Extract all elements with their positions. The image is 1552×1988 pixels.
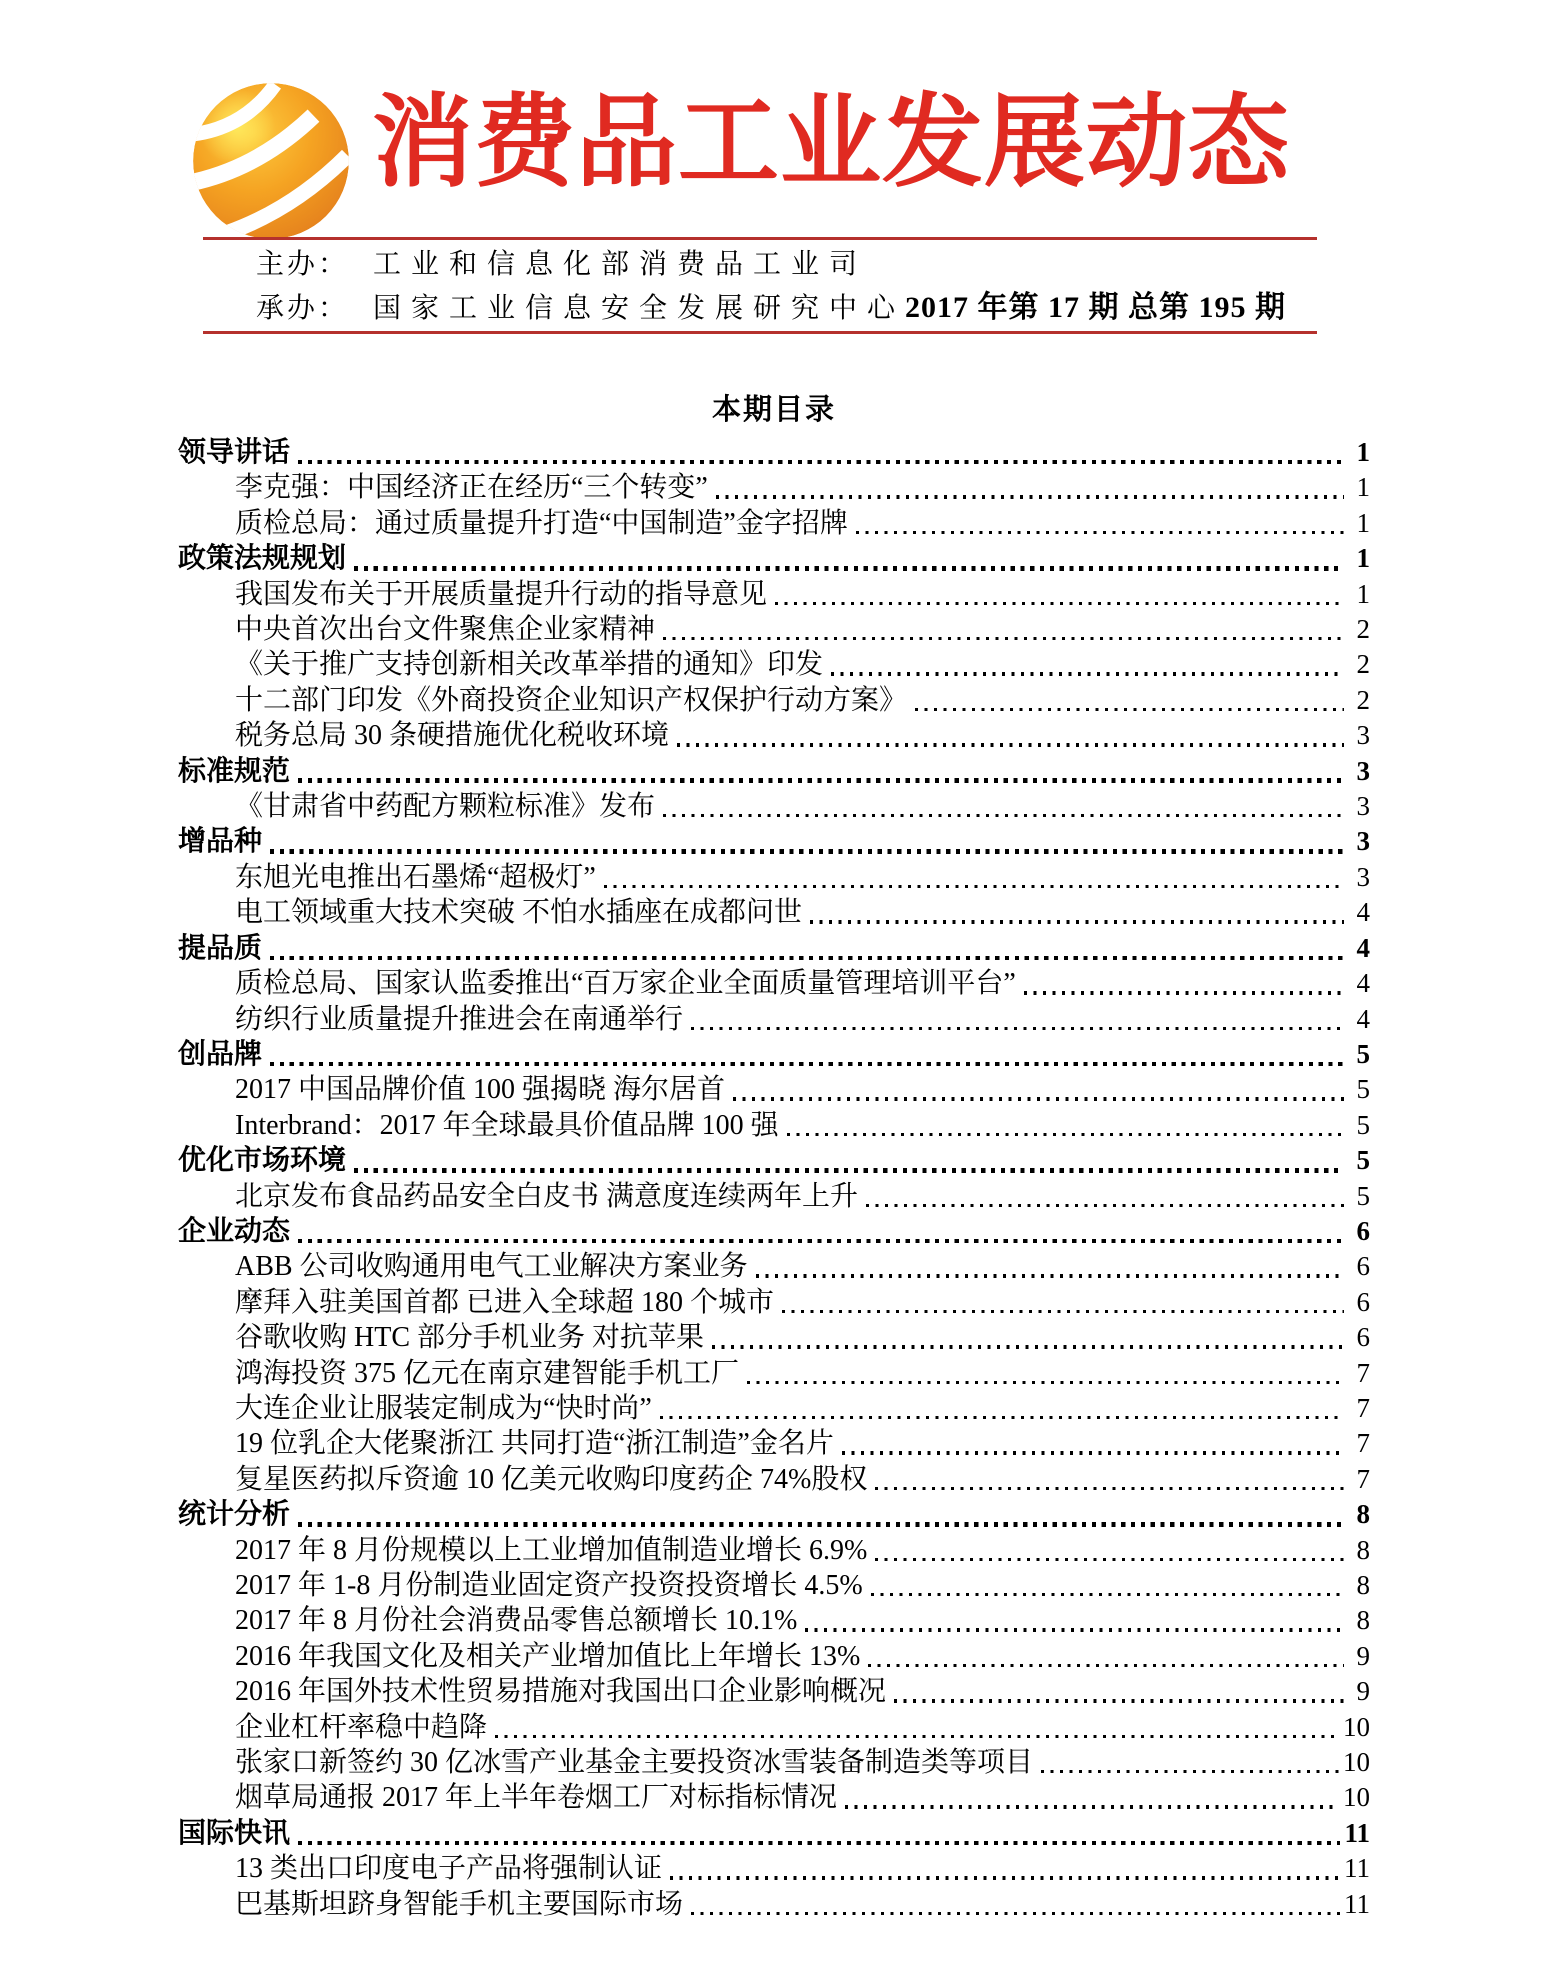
dot-leader [270, 849, 1344, 854]
toc-entry-label: 提品质 [178, 932, 263, 964]
dot-leader [663, 814, 1344, 817]
toc-entry-label: 北京发布食品药品安全白皮书 满意度连续两年上升 [235, 1180, 859, 1212]
toc-entry[interactable] [178, 1745, 1370, 1780]
toc-title: 本期目录 [711, 394, 836, 426]
toc-entry-label: 巴基斯坦跻身智能手机主要国际市场 [235, 1888, 684, 1920]
toc-entry-label: 统计分析 [178, 1499, 291, 1531]
toc-entry[interactable] [178, 1072, 1370, 1107]
toc-entry[interactable] [178, 1497, 1370, 1532]
toc-entry-page: 7 [1356, 1357, 1370, 1388]
dot-leader [775, 602, 1344, 605]
toc-entry[interactable] [178, 1568, 1370, 1603]
organizer-label: 主办： [256, 249, 350, 280]
toc-entry-label: 2017 年 1-8 月份制造业固定资产投资投资增长 4.5% [235, 1570, 863, 1601]
toc-entry[interactable] [178, 789, 1370, 824]
organizer-row [256, 243, 1317, 286]
toc-entry-label: 政策法规规划 [178, 543, 347, 575]
toc-entry-page: 1 [1356, 578, 1370, 609]
toc-entry-page: 1 [1356, 437, 1370, 467]
masthead-top-rule [203, 237, 1317, 240]
toc-entry-page: 7 [1356, 1428, 1370, 1459]
toc-entry-page: 1 [1356, 507, 1370, 538]
toc-entry[interactable] [178, 1037, 1370, 1072]
toc-entry-label: 2016 年国外技术性贸易措施对我国出口企业影响概况 [235, 1676, 887, 1708]
toc-entry[interactable] [178, 718, 1370, 753]
undertaker-name: 国家工业信息安全发展研究中心 [373, 293, 906, 324]
toc-entry[interactable] [178, 1285, 1370, 1320]
toc-entry[interactable] [178, 1887, 1370, 1922]
dot-leader [298, 1239, 1344, 1244]
toc-entry-page: 1 [1356, 472, 1370, 503]
toc-entry-label: 2016 年我国文化及相关产业增加值比上年增长 13% [235, 1640, 861, 1672]
toc-entry[interactable] [178, 895, 1370, 930]
toc-entry-label: 领导讲话 [178, 437, 291, 468]
toc-entry-page: 11 [1344, 1817, 1370, 1848]
toc-entry[interactable] [178, 577, 1370, 612]
toc-entry[interactable] [178, 1391, 1370, 1426]
toc-entry-page: 4 [1356, 932, 1370, 963]
toc-entry[interactable] [178, 470, 1370, 505]
toc-entry-page: 10 [1343, 1747, 1370, 1778]
toc-entry-page: 5 [1356, 1074, 1370, 1105]
toc-entry[interactable] [178, 647, 1370, 682]
toc-entry[interactable] [178, 1674, 1370, 1709]
dot-leader [298, 1522, 1344, 1527]
toc-entry[interactable] [178, 1002, 1370, 1037]
dot-leader [782, 1310, 1344, 1313]
toc-entry-page: 11 [1344, 1853, 1370, 1884]
toc-entry-page: 6 [1356, 1322, 1370, 1353]
toc-entry-label: 复星医药拟斥资逾 10 亿美元收购印度药企 74%股权 [235, 1463, 868, 1495]
dot-leader [354, 1168, 1344, 1173]
dot-leader [894, 1699, 1344, 1702]
dot-leader [875, 1487, 1344, 1490]
dot-leader [298, 778, 1344, 783]
toc-entry-label: Interbrand：2017 年全球最具价值品牌 100 强 [235, 1109, 779, 1141]
table-of-contents [178, 391, 1370, 1922]
toc-entry[interactable] [178, 683, 1370, 718]
toc-entry-page: 8 [1356, 1570, 1370, 1600]
toc-entry-label: ABB 公司收购通用电气工业解决方案业务 [235, 1251, 748, 1283]
toc-entry-label: 增品种 [178, 826, 263, 858]
masthead-bottom-rule [203, 331, 1317, 334]
toc-entry-page: 6 [1356, 1215, 1370, 1246]
toc-entry-label: 纺织行业质量提升推进会在南通举行 [235, 1003, 684, 1035]
dot-leader [871, 1593, 1344, 1596]
toc-entry[interactable] [178, 754, 1370, 789]
toc-entry-label: 税务总局 30 条硬措施优化税收环境 [235, 720, 670, 752]
toc-entry[interactable] [178, 1639, 1370, 1674]
toc-list [178, 435, 1370, 1922]
toc-entry-label: 烟草局通报 2017 年上半年卷烟工厂对标指标情况 [235, 1782, 838, 1814]
toc-entry[interactable] [178, 966, 1370, 1001]
toc-entry[interactable] [178, 1249, 1370, 1284]
toc-entry[interactable] [178, 1320, 1370, 1355]
toc-entry[interactable] [178, 1143, 1370, 1178]
toc-entry[interactable] [178, 1426, 1370, 1461]
issue-number: 2017 年第 17 期 总第 195 期 [905, 291, 1287, 324]
dot-leader [1041, 1770, 1339, 1773]
dot-leader [805, 1628, 1344, 1631]
dot-leader [663, 637, 1344, 640]
toc-entry-page: 2 [1356, 684, 1370, 715]
toc-entry-page: 8 [1356, 1499, 1370, 1530]
toc-entry-label: 《关于推广支持创新相关改革举措的通知》印发 [235, 649, 824, 681]
toc-entry-label: 谷歌收购 HTC 部分手机业务 对抗苹果 [235, 1322, 705, 1354]
toc-entry-label: 2017 中国品牌价值 100 强揭晓 海尔居首 [235, 1074, 726, 1106]
dot-leader [842, 1451, 1344, 1454]
toc-entry[interactable] [178, 1533, 1370, 1568]
newsletter-title: 消费品工业发展动态 [372, 87, 1291, 199]
dot-leader [298, 460, 1344, 465]
toc-entry-page: 2 [1356, 614, 1370, 645]
toc-entry-page: 3 [1356, 861, 1370, 892]
toc-entry-page: 6 [1356, 1286, 1370, 1317]
toc-entry-page: 5 [1356, 1180, 1370, 1211]
toc-entry-page: 9 [1356, 1640, 1370, 1671]
toc-entry[interactable] [178, 541, 1370, 576]
toc-entry-label: 标准规范 [178, 755, 291, 787]
toc-entry-page: 7 [1356, 1463, 1370, 1494]
toc-entry-page: 6 [1356, 1251, 1370, 1282]
dot-leader [691, 1912, 1340, 1915]
toc-entry-label: 2017 年 8 月份社会消费品零售总额增长 10.1% [235, 1605, 798, 1637]
toc-entry-label: 企业杠杆率稳中趋降 [235, 1711, 488, 1743]
toc-entry-label: 李克强：中国经济正在经历“三个转变” [235, 472, 708, 504]
dot-leader [831, 672, 1344, 675]
dot-leader [866, 1204, 1344, 1207]
dot-leader [875, 1558, 1344, 1561]
toc-entry-page: 4 [1356, 968, 1370, 999]
toc-entry-label: 19 位乳企大佬聚浙江 共同打造“浙江制造”金名片 [235, 1428, 834, 1460]
toc-entry[interactable] [178, 1462, 1370, 1497]
toc-entry[interactable] [178, 1108, 1370, 1143]
dot-leader [845, 1805, 1339, 1808]
toc-entry-label: 创品牌 [178, 1038, 263, 1070]
toc-entry[interactable] [178, 612, 1370, 647]
toc-entry-page: 8 [1356, 1605, 1370, 1636]
dot-leader [868, 1664, 1344, 1667]
toc-entry-page: 4 [1356, 897, 1370, 928]
dot-leader [354, 566, 1344, 571]
toc-entry[interactable] [178, 1603, 1370, 1638]
toc-entry[interactable] [178, 1356, 1370, 1391]
toc-entry-page: 2 [1356, 649, 1370, 680]
toc-entry[interactable] [178, 506, 1370, 541]
toc-entry-page: 3 [1356, 826, 1370, 857]
toc-entry-label: 质检总局、国家认监委推出“百万家企业全面质量管理培训平台” [235, 968, 1016, 1000]
toc-entry[interactable] [178, 931, 1370, 966]
toc-entry-label: 东旭光电推出石墨烯“超极灯” [235, 861, 596, 893]
toc-entry[interactable] [178, 1851, 1370, 1886]
dot-leader [747, 1381, 1344, 1384]
dot-leader [670, 1876, 1340, 1879]
toc-entry-label: 电工领域重大技术突破 不怕水插座在成都问世 [235, 897, 803, 929]
dot-leader [716, 495, 1344, 498]
dot-leader [270, 1062, 1344, 1067]
toc-entry-label: 质检总局：通过质量提升打造“中国制造”金字招牌 [235, 507, 848, 539]
toc-entry[interactable] [178, 1816, 1370, 1851]
globe-swirl-logo-icon [183, 76, 359, 246]
masthead-organizer-block [256, 243, 1317, 329]
toc-entry-page: 11 [1344, 1888, 1370, 1919]
toc-entry[interactable] [178, 1780, 1370, 1815]
dot-leader [1024, 991, 1344, 994]
toc-entry-page: 7 [1356, 1392, 1370, 1423]
toc-entry[interactable] [178, 860, 1370, 895]
undertaker-label: 承办： [256, 293, 350, 324]
toc-entry-page: 3 [1356, 720, 1370, 751]
dot-leader [756, 1274, 1344, 1277]
dot-leader [733, 1097, 1344, 1100]
toc-entry-label: 企业动态 [178, 1215, 291, 1247]
toc-entry-label: 13 类出口印度电子产品将强制认证 [235, 1853, 663, 1885]
toc-entry-label: 《甘肃省中药配方颗粒标准》发布 [235, 791, 656, 823]
toc-entry-page: 10 [1343, 1711, 1370, 1742]
toc-entry-page: 5 [1356, 1109, 1370, 1140]
toc-entry-page: 9 [1356, 1676, 1370, 1707]
toc-entry[interactable] [178, 435, 1370, 470]
toc-entry[interactable] [178, 1179, 1370, 1214]
toc-entry-label: 优化市场环境 [178, 1145, 347, 1177]
toc-entry-label: 摩拜入驻美国首都 已进入全球超 180 个城市 [235, 1286, 775, 1318]
toc-entry-page: 10 [1343, 1782, 1370, 1813]
toc-entry-label: 张家口新签约 30 亿冰雪产业基金主要投资冰雪装备制造类等项目 [235, 1747, 1034, 1779]
toc-entry-label: 鸿海投资 375 亿元在南京建智能手机工厂 [235, 1357, 740, 1389]
dot-leader [810, 920, 1344, 923]
toc-entry-page: 1 [1356, 543, 1370, 574]
dot-leader [660, 1416, 1344, 1419]
toc-entry-label: 我国发布关于开展质量提升行动的指导意见 [235, 578, 768, 610]
dot-leader [604, 885, 1344, 888]
dot-leader [915, 708, 1344, 711]
toc-entry-label: 中央首次出台文件聚焦企业家精神 [235, 614, 656, 646]
toc-entry-page: 3 [1356, 791, 1370, 822]
toc-entry-label: 国际快讯 [178, 1817, 291, 1849]
dot-leader [495, 1735, 1339, 1738]
toc-entry[interactable] [178, 1710, 1370, 1745]
organizer-name: 工业和信息化部消费品工业司 [373, 249, 868, 280]
undertaker-row [256, 286, 1317, 329]
toc-entry-label: 大连企业让服装定制成为“快时尚” [235, 1392, 652, 1424]
dot-leader [856, 531, 1344, 534]
toc-entry-label: 十二部门印发《外商投资企业知识产权保护行动方案》 [235, 684, 908, 716]
toc-entry-page: 8 [1356, 1534, 1370, 1565]
toc-entry-page: 5 [1356, 1038, 1370, 1069]
toc-entry-page: 4 [1356, 1003, 1370, 1034]
dot-leader [270, 956, 1344, 961]
toc-entry[interactable] [178, 1214, 1370, 1249]
toc-entry[interactable] [178, 824, 1370, 859]
dot-leader [677, 743, 1344, 746]
dot-leader [691, 1027, 1344, 1030]
dot-leader [712, 1345, 1344, 1348]
toc-entry-page: 5 [1356, 1145, 1370, 1176]
dot-leader [298, 1841, 1340, 1846]
toc-entry-page: 3 [1356, 755, 1370, 786]
toc-entry-label: 2017 年 8 月份规模以上工业增加值制造业增长 6.9% [235, 1534, 868, 1566]
dot-leader [787, 1133, 1344, 1136]
